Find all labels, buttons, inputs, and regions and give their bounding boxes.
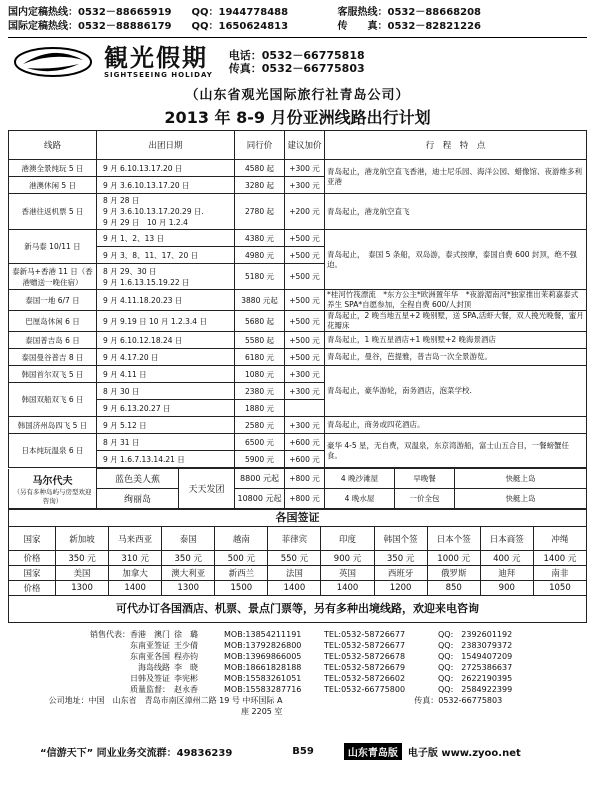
route-name: 巴厘岛休闲 6 日 xyxy=(9,311,97,332)
route-features: 青岛起止，曼谷，芭提雅，普吉岛一次全景游览。 xyxy=(325,349,587,366)
route-name: 港澳全景纯玩 5 日 xyxy=(9,160,97,177)
footer-group: “信游天下” 同业业务交流群：49836239 xyxy=(40,748,233,759)
table-row xyxy=(9,230,587,247)
visa-cell: 印度 xyxy=(321,527,374,551)
footer xyxy=(40,743,565,760)
route-dates: 9 月 3、8、11、17、20 日 xyxy=(97,247,235,264)
visa-cell: 900 xyxy=(480,581,533,596)
routes-table xyxy=(8,130,587,468)
contact-mob: MOB:15583261051 xyxy=(224,674,302,683)
fax-hotline: 传 真：0532－82821226 xyxy=(337,21,481,32)
header-route: 线路 xyxy=(9,131,97,160)
table-row xyxy=(9,366,587,383)
maldives-note: （另有多种岛屿与房型欢迎咨询） xyxy=(13,487,92,505)
contact-tel: TEL:0532-58726679 xyxy=(324,663,406,672)
maldives-stay: 4 晚沙滩屋 xyxy=(325,469,395,489)
maldives-island: 蓝色美人蕉 xyxy=(97,469,179,489)
route-price: 2780 起 xyxy=(235,194,285,230)
route-markup: +500 元 xyxy=(285,230,325,247)
visa-cell: 1200 xyxy=(374,581,427,596)
route-name: 泰国曼谷普吉 8 日 xyxy=(9,349,97,366)
table-header-row xyxy=(9,131,587,160)
route-dates: 9 月 1.6.7.13.14.21 日 xyxy=(97,451,235,468)
visa-cell: 法国 xyxy=(268,566,321,581)
route-date-line: 9 月 4.17.20 日 xyxy=(103,352,159,362)
route-markup: +500 元 xyxy=(285,349,325,366)
route-features: 青岛起止，豪华游轮，南务酒店，泡菜学校. xyxy=(325,366,587,417)
route-date-line: 9 月 9.19 日 10 月 1.2.3.4 日 xyxy=(103,316,207,326)
visa-cell: 1400 元 xyxy=(533,551,586,566)
visa-cell: 西班牙 xyxy=(374,566,427,581)
route-price: 2580 元 xyxy=(235,417,285,434)
route-price: 1880 元 xyxy=(235,400,285,417)
maldives-transfer: 快艇上岛 xyxy=(455,489,587,509)
route-markup: +300 元 xyxy=(285,160,325,177)
visa-cell: 1500 xyxy=(215,581,268,596)
route-price: 6500 元 xyxy=(235,434,285,451)
visa-table xyxy=(8,526,587,596)
route-price: 6180 元 xyxy=(235,349,285,366)
table-row xyxy=(9,194,587,230)
route-markup: +500 元 xyxy=(285,290,325,311)
visa-row xyxy=(9,566,587,581)
visa-cell: 菲律宾 xyxy=(268,527,321,551)
visa-cell: 韩国个签 xyxy=(374,527,427,551)
contact-area: 海岛线路 xyxy=(138,663,170,672)
contact-area: 东南亚签证 xyxy=(130,641,170,650)
route-dates: 8 月 30 日 xyxy=(97,383,235,400)
route-markup xyxy=(285,400,325,417)
visa-cell: 南非 xyxy=(533,566,586,581)
route-markup: +500 元 xyxy=(285,247,325,264)
route-name: 日本纯玩温泉 6 日 xyxy=(9,434,97,468)
route-date-line: 9 月 1.6.13.15.19.22 日 xyxy=(103,277,190,287)
visa-cell: 冲绳 xyxy=(533,527,586,551)
visa-cell: 1000 元 xyxy=(427,551,480,566)
maldives-name-cell xyxy=(9,469,97,509)
route-markup: +600 元 xyxy=(285,434,325,451)
visa-cell: 英国 xyxy=(321,566,374,581)
contact-name: 程亦钧 xyxy=(174,652,198,661)
visa-cell: 1400 xyxy=(109,581,162,596)
route-features: 青岛起止，商务或四花酒店。 xyxy=(325,417,587,434)
visa-cell: 日本商签 xyxy=(480,527,533,551)
contact-tel: TEL:0532-58726678 xyxy=(324,652,406,661)
contact-qq: QQ: 2725386637 xyxy=(438,663,513,672)
contact-tel: TEL:0532-58726677 xyxy=(324,630,406,639)
visa-cell: 澳大利亚 xyxy=(162,566,215,581)
contact-row xyxy=(60,662,587,673)
contact-tel: TEL:0532-58726602 xyxy=(324,674,406,683)
visa-title: 各国签证 xyxy=(8,509,587,526)
route-markup: +600 元 xyxy=(285,451,325,468)
route-name: 香港往返机票 5 日 xyxy=(9,194,97,230)
route-markup: +300 元 xyxy=(285,366,325,383)
route-name: 韩国首尔双飞 5 日 xyxy=(9,366,97,383)
sightseeing-logo xyxy=(8,44,98,80)
route-features: 青岛起止，港龙航空直飞 xyxy=(325,194,587,230)
contact-area: 销售代表：香港 澳门 xyxy=(90,630,170,639)
contact-mob: MOB:13969866005 xyxy=(224,652,302,661)
visa-cell: 1050 xyxy=(533,581,586,596)
visa-cell: 550 元 xyxy=(268,551,321,566)
visa-cell: 310 元 xyxy=(109,551,162,566)
contact-area: 质量监督： xyxy=(130,685,170,694)
visa-cell: 新加坡 xyxy=(56,527,109,551)
visa-cell: 价格 xyxy=(9,581,56,596)
route-dates xyxy=(97,177,235,194)
route-price: 4580 起 xyxy=(235,160,285,177)
visa-cell: 迪拜 xyxy=(480,566,533,581)
table-row xyxy=(9,417,587,434)
visa-cell: 900 元 xyxy=(321,551,374,566)
maldives-markup: +800 元 xyxy=(285,469,325,489)
route-features: 青岛起止，2 晚当地五星+2 晚别墅，送 SPA,活虾大餐，双人挽光晚餐，蜜月花瓣床 xyxy=(325,311,587,332)
maldives-meal: 早晚餐 xyxy=(395,469,455,489)
header-dates: 出团日期 xyxy=(97,131,235,160)
route-name: 韩国济州岛四飞 5 日 xyxy=(9,417,97,434)
route-date-line: 9 月 4.11.18.20.23 日 xyxy=(103,295,183,305)
hotlines xyxy=(8,6,587,34)
route-features: 青岛起止，1 晚五星酒店+1 晚别墅+2 晚海景酒店 xyxy=(325,332,587,349)
visa-cell: 日本个签 xyxy=(427,527,480,551)
brand-name-cn: 観光假期 xyxy=(104,43,208,72)
route-price: 1080 元 xyxy=(235,366,285,383)
contact-qq xyxy=(507,695,587,717)
route-date-line: 9 月 4.11 日 xyxy=(103,369,147,379)
route-name: 港澳休闲 5 日 xyxy=(9,177,97,194)
header-markup: 建议加价 xyxy=(285,131,325,160)
contact-row xyxy=(60,629,587,640)
header-features: 行 程 特 点 xyxy=(325,131,587,160)
contact-name: 徐 璐 xyxy=(174,630,198,639)
contact-qq: QQ: 2392601192 xyxy=(438,630,513,639)
route-date-line: 8 月 28 日 xyxy=(103,196,140,205)
route-date-line: 9 月 6.10.12.18.24 日 xyxy=(103,335,183,345)
brand-header xyxy=(8,42,587,82)
route-dates xyxy=(97,194,235,230)
table-row xyxy=(9,311,587,332)
brand-names xyxy=(104,45,213,79)
route-features: *桂河竹筏漂流 *东方公主*欧洲置年华 *夜游湄南河*独家推出茉莉嘉泰式养生 SPA*自愿参加，全程自费 600/人封顶 xyxy=(325,290,587,311)
visa-cell: 1300 xyxy=(56,581,109,596)
visa-cell: 价格 xyxy=(9,551,56,566)
table-row xyxy=(9,434,587,451)
route-price: 5680 起 xyxy=(235,311,285,332)
contact-row xyxy=(48,695,587,717)
contact-qq: QQ: 2584922399 xyxy=(438,685,513,694)
route-name: 泰国普吉岛 6 日 xyxy=(9,332,97,349)
visa-cell: 400 元 xyxy=(480,551,533,566)
contact-mob: MOB:15583287716 xyxy=(224,685,302,694)
route-price: 4980 元 xyxy=(235,247,285,264)
paper-edition: 山东青岛版 xyxy=(344,743,402,760)
service-hotline: 客服热线：0532－88668208 xyxy=(337,7,481,18)
route-markup: +500 元 xyxy=(285,332,325,349)
route-dates xyxy=(97,290,235,311)
maldives-price: 8800 元起 xyxy=(235,469,285,489)
maldives-table xyxy=(8,468,587,509)
route-price: 4380 元 xyxy=(235,230,285,247)
route-dates: 9 月 1、2、13 日 xyxy=(97,230,235,247)
route-markup: +500 元 xyxy=(285,311,325,332)
route-dates xyxy=(97,366,235,383)
table-row xyxy=(9,349,587,366)
visa-cell: 1400 xyxy=(268,581,321,596)
route-dates xyxy=(97,264,235,290)
visa-cell: 350 元 xyxy=(162,551,215,566)
route-markup: +300 元 xyxy=(285,417,325,434)
contact-area: 公司地址：中国 山东省 青岛市南区漳州二路 19 号 中环国际 A 座 2205 室 xyxy=(48,696,283,716)
route-markup: +300 元 xyxy=(285,177,325,194)
contact-tel: TEL:0532-58726677 xyxy=(324,641,406,650)
visa-cell: 新西兰 xyxy=(215,566,268,581)
maldives-price: 10800 元起 xyxy=(235,489,285,509)
visa-cell: 泰国 xyxy=(162,527,215,551)
visa-cell: 850 xyxy=(427,581,480,596)
route-name: 泰新马+香港 11 日（香港赠送一晚住宿） xyxy=(9,264,97,290)
contact-name xyxy=(282,695,325,717)
route-features: 青岛起止， 泰国 5 条船，双岛游，泰式按摩，泰国自费 600 封顶，绝不强迫。 xyxy=(325,230,587,290)
maldives-transfer: 快艇上岛 xyxy=(455,469,587,489)
visa-cell: 1400 xyxy=(321,581,374,596)
route-date-line: 9 月 29 日 10 月 1.2.4 xyxy=(103,218,188,227)
visa-cell: 俄罗斯 xyxy=(427,566,480,581)
route-markup: +200 元 xyxy=(285,194,325,230)
maldives-island: 绚丽岛 xyxy=(97,489,179,509)
contact-qq: QQ: 1549407209 xyxy=(438,652,513,661)
contact-tel: 传真：0532-66775803 xyxy=(414,696,503,705)
maldives-row xyxy=(9,469,587,489)
route-date-line: 9 月 6.10.13.17.20 日 xyxy=(103,163,183,173)
contact-name: 赵永香 xyxy=(174,685,198,694)
visa-cell: 350 元 xyxy=(374,551,427,566)
visa-cell: 350 元 xyxy=(56,551,109,566)
contact-row xyxy=(60,673,587,684)
visa-cell: 国家 xyxy=(9,527,56,551)
contact-area: 日韩及签证 xyxy=(130,674,170,683)
contact-qq: QQ: 2622190395 xyxy=(438,674,513,683)
route-dates xyxy=(97,160,235,177)
brand-name-en: SIGHTSEEING HOLIDAY xyxy=(104,71,213,79)
visa-row xyxy=(9,527,587,551)
route-name: 新马泰 10/11 日 xyxy=(9,230,97,264)
visa-row xyxy=(9,551,587,566)
page-number: B59 xyxy=(292,746,314,757)
route-markup: +300 元 xyxy=(285,383,325,400)
route-name: 韩国双船双飞 6 日 xyxy=(9,383,97,417)
contact-mob: MOB:18661828188 xyxy=(224,663,302,672)
route-date-line: 9 月 3.6.10.13.17.20.29 日. xyxy=(103,207,204,216)
route-date-line: 9 月 5.12 日 xyxy=(103,420,147,430)
maldives-meal: 一价全包 xyxy=(395,489,455,509)
table-row xyxy=(9,290,587,311)
route-name: 泰国一地 6/7 日 xyxy=(9,290,97,311)
contact-row xyxy=(60,684,587,695)
route-price: 5900 元 xyxy=(235,451,285,468)
contact-name: 李宪彬 xyxy=(174,674,198,683)
visa-cell: 马来西亚 xyxy=(109,527,162,551)
service-notice: 可代办订各国酒店、机票、景点门票等，另有多种出境线路，欢迎来电咨询 xyxy=(8,596,587,623)
route-dates xyxy=(97,349,235,366)
route-price: 5580 起 xyxy=(235,332,285,349)
route-dates xyxy=(97,332,235,349)
route-dates xyxy=(97,311,235,332)
route-date-line: 9 月 3.6.10.13.17.20 日 xyxy=(103,180,190,190)
maldives-name: 马尔代夫 xyxy=(32,475,73,487)
header-price: 同行价 xyxy=(235,131,285,160)
route-price: 2380 元 xyxy=(235,383,285,400)
agency-name: （山东省观光国际旅行社青岛公司） xyxy=(185,88,410,103)
contact-row xyxy=(60,651,587,662)
route-dates xyxy=(97,417,235,434)
contact-name: 李 晓 xyxy=(174,663,198,672)
visa-cell: 500 元 xyxy=(215,551,268,566)
routes-body xyxy=(9,160,587,468)
visa-cell: 加拿大 xyxy=(109,566,162,581)
route-price: 5180 元 xyxy=(235,264,285,290)
route-dates: 9 月 6.13.20.27 日 xyxy=(97,400,235,417)
contact-mob: MOB:13792826800 xyxy=(224,641,302,650)
contact-tel: TEL:0532-66775800 xyxy=(324,685,406,694)
route-dates: 8 月 31 日 xyxy=(97,434,235,451)
contact-name: 王少倩 xyxy=(174,641,198,650)
international-hotline: 国际定稿热线：0532－88886179 QQ：1650624813 xyxy=(8,21,289,32)
maldives-stay: 4 晚水屋 xyxy=(325,489,395,509)
contact-row xyxy=(60,640,587,651)
visa-cell: 越南 xyxy=(215,527,268,551)
domestic-hotline: 国内定稿热线：0532－88665919 QQ：1944778488 xyxy=(8,7,289,18)
contact-qq: QQ: 2383079372 xyxy=(438,641,513,650)
contact-area: 东南亚各国 xyxy=(130,652,170,661)
maldives-depart: 天天发团 xyxy=(179,469,235,509)
route-features: 豪华 4-5 星，无自费，双温泉，东京湾游船，富士山五合目，一餐螃蟹任食。 xyxy=(325,434,587,468)
visa-cell: 国家 xyxy=(9,566,56,581)
contacts xyxy=(8,629,587,717)
maldives-markup: +800 元 xyxy=(285,489,325,509)
page-title: 2013 年 8-9 月份亚洲线路出行计划 xyxy=(164,108,431,127)
visa-row xyxy=(9,581,587,596)
table-row xyxy=(9,332,587,349)
route-price: 3880 元起 xyxy=(235,290,285,311)
route-price: 3280 起 xyxy=(235,177,285,194)
visa-cell: 1300 xyxy=(162,581,215,596)
divider xyxy=(8,37,587,38)
route-markup: +500 元 xyxy=(285,264,325,290)
table-row xyxy=(9,160,587,177)
brand-contact: 电话：0532－66775818 传真：0532－66775803 xyxy=(228,49,365,75)
visa-cell: 美国 xyxy=(56,566,109,581)
contact-mob xyxy=(325,695,410,717)
epaper-link[interactable]: 电子版 www.zyoo.net xyxy=(407,748,521,759)
contact-mob: MOB:13854211191 xyxy=(224,630,302,639)
route-date-line: 8 月 29、30 日 xyxy=(103,266,157,276)
route-features: 青岛起止，港龙航空直飞香港，迪士尼乐园、海洋公园、蜡像馆、夜游维多利亚港 xyxy=(325,160,587,194)
